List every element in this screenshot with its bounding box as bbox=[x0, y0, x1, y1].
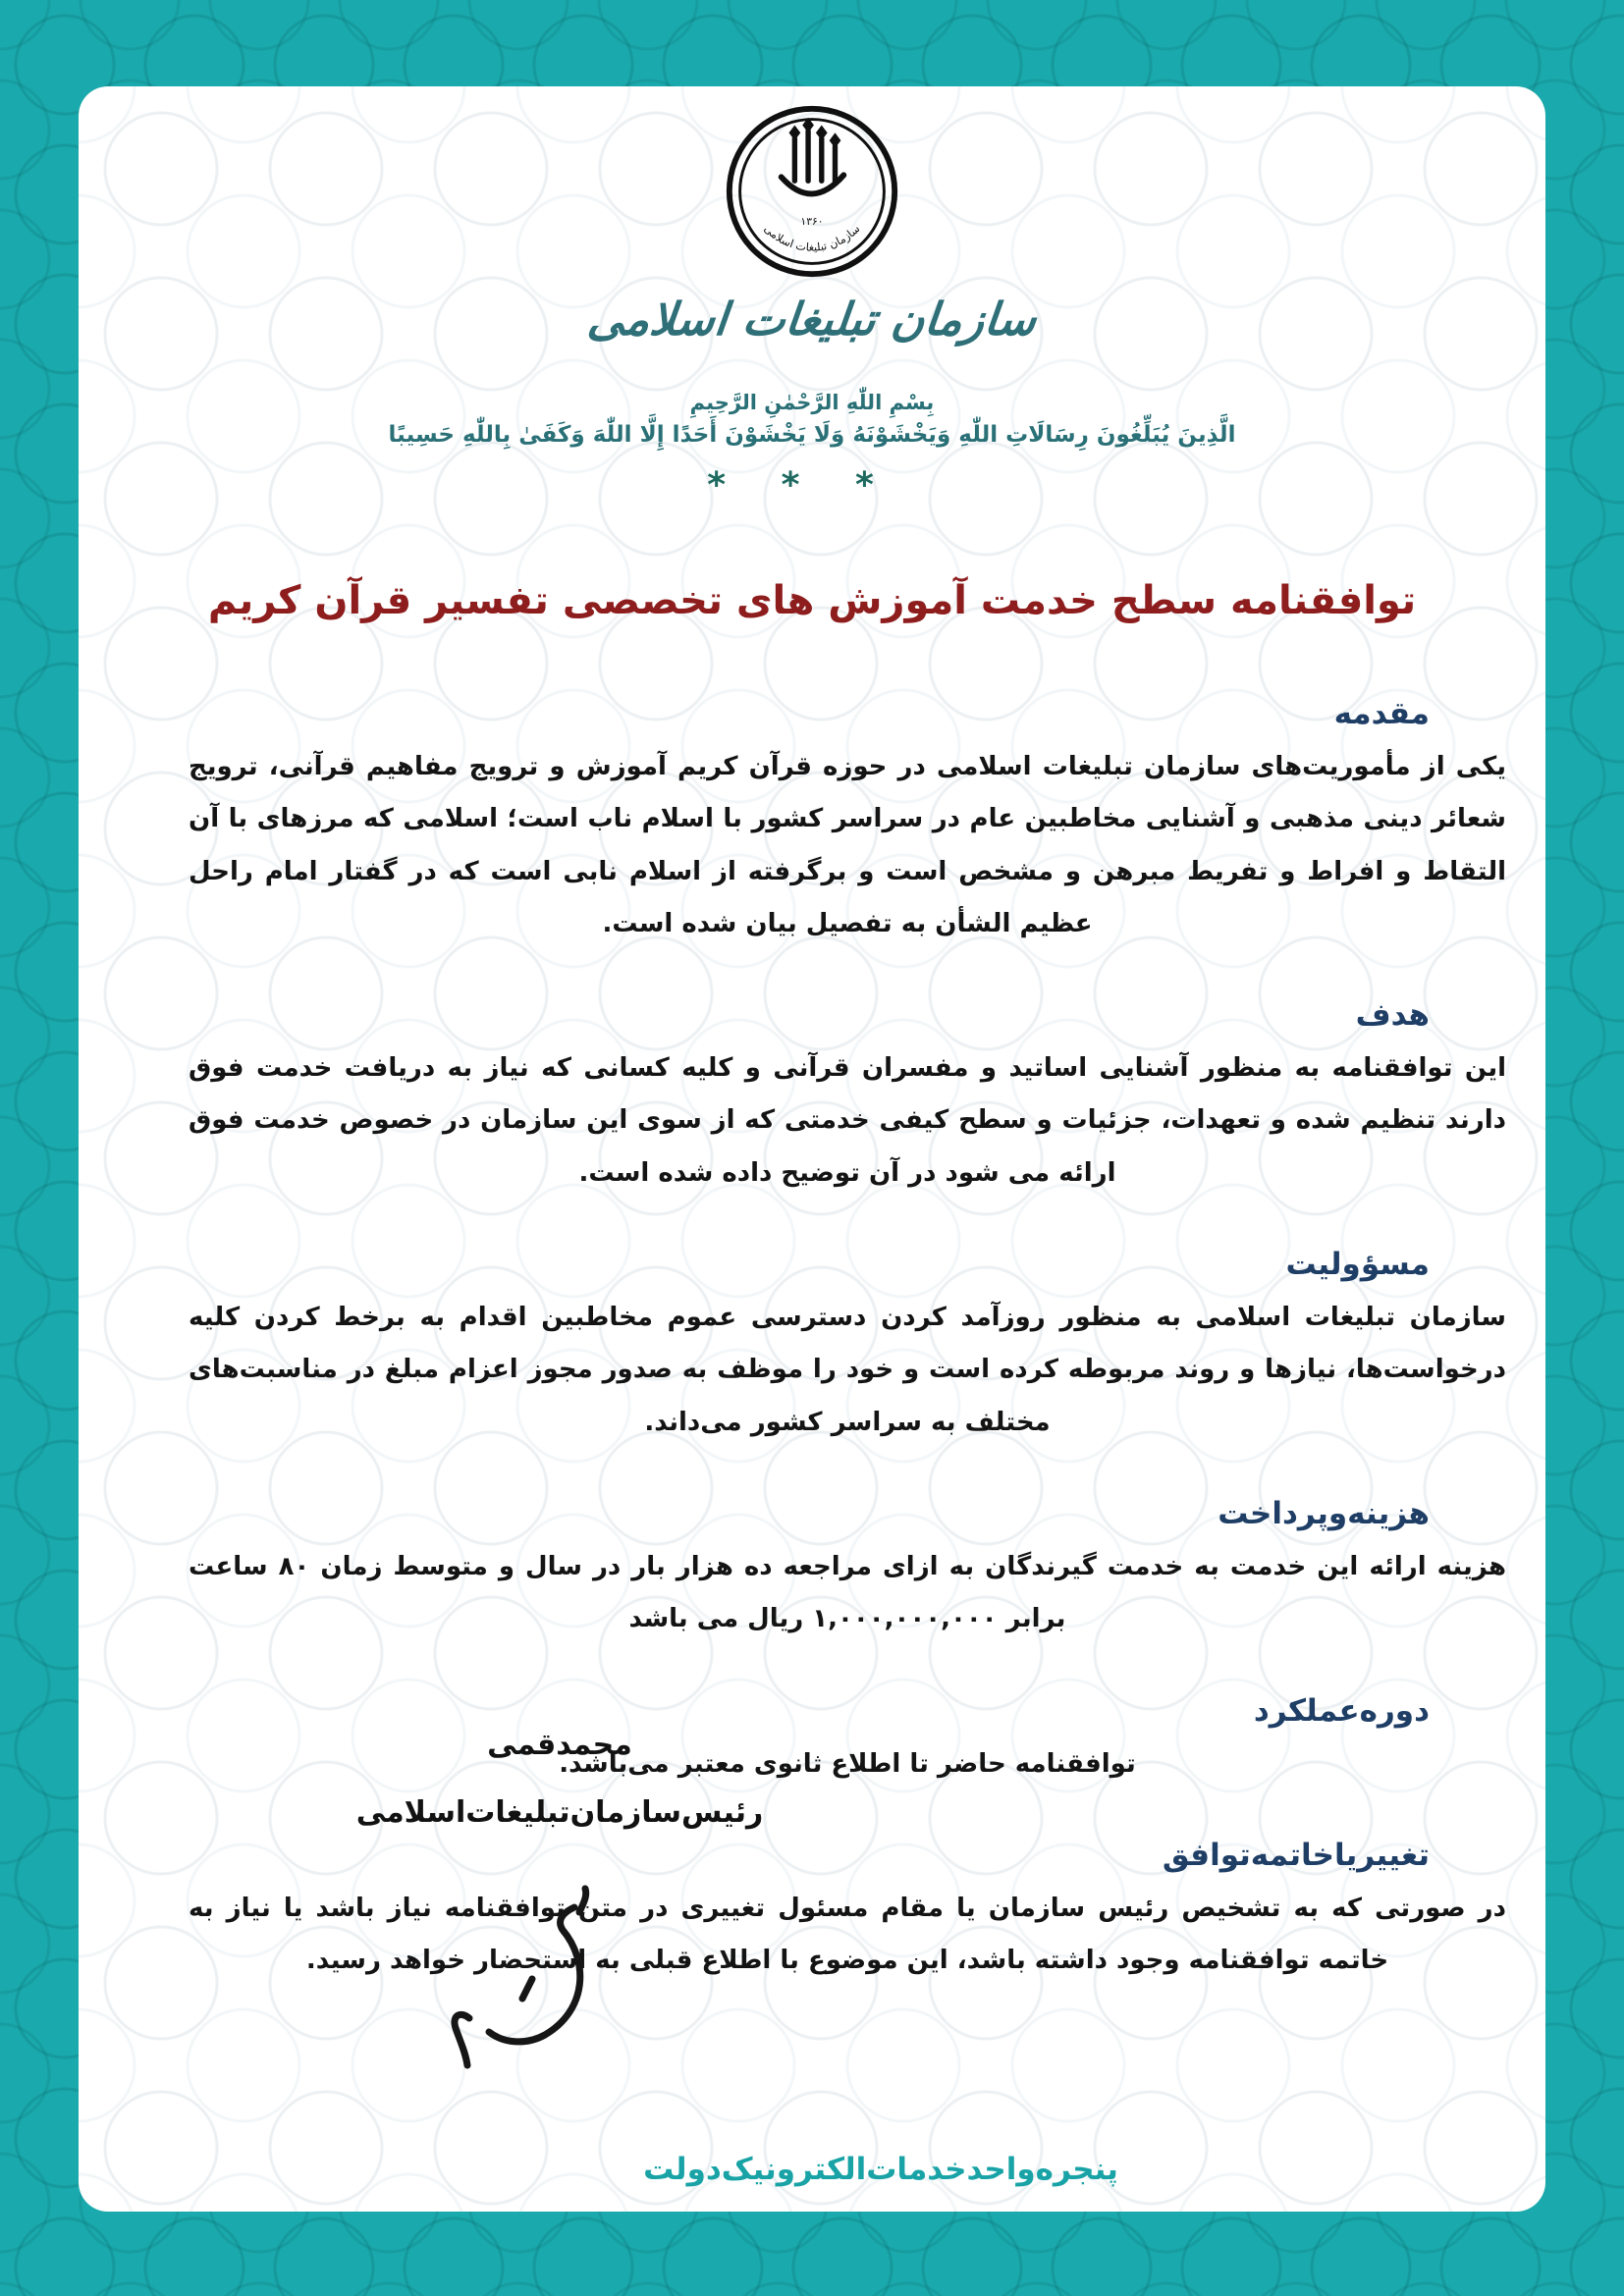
section-body-change-termination: در صورتی که به تشخیص رئیس سازمان یا مقام مسئول تغییری در متن توافقنامه نیاز باشد یا نیاز به خاتمه توافقنامه وجود داشته باشد، این موضوع با اطلاع قبلی به استحضار خواهد رسید. bbox=[189, 1893, 1506, 1976]
organization-name-calligraphy: سازمان تبلیغات اسلامی bbox=[585, 293, 1039, 346]
section-body-goal: این توافقنامه به منظور آشنایی اساتید و مفسران قرآنی و کلیه کسانی که نیاز به دریافت خدمت فوق دارند تنظیم شده و تعهدات، جزئیات و سطح کیفی خدمتی که از سوی این سازمان در خصوص خدمت فوق ارائه می شود در آن توضیح داده شده است. bbox=[189, 1053, 1506, 1188]
signer-name: محمدقمی bbox=[487, 1728, 632, 1762]
star-separator: * * * bbox=[707, 465, 895, 506]
section-body-cost-payment: هزینه ارائه این خدمت به خدمت گیرندگان به ازای مراجعه ده هزار بار در سال و متوسط زمان ۸۰ ساعت برابر ۱,۰۰۰,۰۰۰,۰۰۰ ریال می باشد bbox=[189, 1551, 1506, 1634]
section-heading-responsibility: مسؤولیت bbox=[1285, 1247, 1430, 1283]
letter-header bbox=[79, 86, 1545, 623]
signature-scribble-icon bbox=[412, 1883, 648, 2118]
seal-logo-graphic bbox=[721, 100, 903, 283]
section-heading-introduction: مقدمه bbox=[1333, 696, 1430, 731]
letter-card bbox=[79, 86, 1545, 2212]
section-body-performance-period: توافقنامه حاضر تا اطلاع ثانوی معتبر می‌باشد. bbox=[559, 1748, 1136, 1779]
page-title: توافقنامه سطح خدمت آموزش های تخصصی تفسیر قرآن کریم bbox=[207, 578, 1417, 623]
section-heading-goal: هدف bbox=[1355, 997, 1430, 1034]
section-heading-cost-payment: هزینه‌وپرداخت bbox=[1218, 1495, 1430, 1531]
seal-year: ۱۳۶۰ bbox=[800, 215, 824, 229]
section-body-responsibility: سازمان تبلیغات اسلامی به منظور روزآمد کردن دسترسی عموم مخاطبین اقدام به برخط کردن کلیه درخواست‌ها، نیازها و روند مربوطه کرده است و خود را موظف به صدور مجوز اعزام مبلغ در مناسبت‌های مختلف به سراسر کشور می‌داند. bbox=[189, 1303, 1506, 1437]
signature-block bbox=[285, 1728, 835, 1830]
section-body-introduction: یکی از مأموریت‌های سازمان تبلیغات اسلامی در حوزه قرآن کریم آموزش و ترویج مفاهیم قرآنی، ترویج شعائر دینی مذهبی و آشنایی مخاطبین عام در سراسر کشور با اسلام ناب است؛ اسلامی که مرزهای با آن التقاط و افراط و تفریط مبرهن و مشخص است و برگرفته از اسلام نابی است که در گفتار امام راحل عظیم الشأن به تفصیل بیان شده است. bbox=[189, 752, 1506, 938]
footer-egov-label: پنجره‌واحد‌خدمات‌الکترونیک‌دولت bbox=[643, 2152, 1118, 2187]
letter-content bbox=[79, 86, 1545, 2212]
section-heading-change-termination: تغییر‌یا‌خاتمه‌توافق bbox=[1162, 1837, 1430, 1873]
signer-role: رئیس‌سازمان‌تبلیغات‌اسلامی bbox=[355, 1795, 764, 1830]
bismillah-line: بِسْمِ اللّٰهِ الرَّحْمٰنِ الرَّحِيمِ bbox=[689, 391, 935, 414]
section-heading-performance-period: دوره‌عملکرد bbox=[1253, 1692, 1430, 1729]
organization-seal-logo bbox=[79, 86, 1545, 283]
seal-arc-text: سازمان تبلیغات اسلامی bbox=[761, 222, 863, 254]
quran-verse-line: الَّذِينَ يُبَلِّغُونَ رِسَالَاتِ اللّٰهِ وَيَخْشَوْنَهُ وَلَا يَخْشَوْنَ أَحَدًا إِلَّا اللّٰهَ وَكَفَىٰ بِاللّٰهِ حَسِيبًا bbox=[388, 422, 1236, 448]
